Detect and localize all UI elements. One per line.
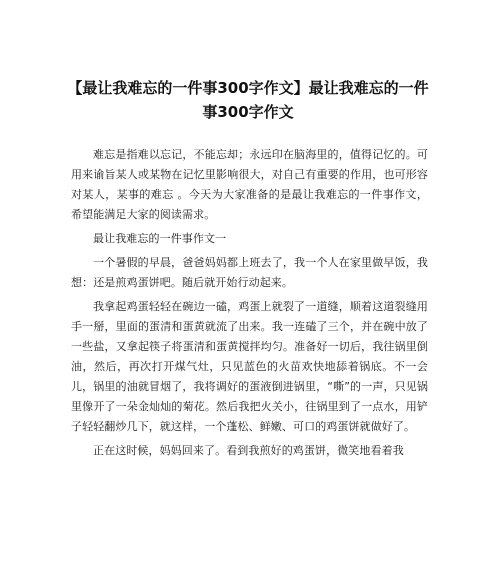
intro-paragraph: 难忘是指难以忘记，不能忘却；永远印在脑海里的，值得记忆的。可用来谕旨某人或某物在记忆里影响很大，对自己有重要的作用，也可形容对某人，某事的难忘 。今天为大家准备的是最让我难忘的一件事作文，希望能满足大家的阅读需求。 xyxy=(71,148,428,221)
body-paragraph: 一个暑假的早晨，爸爸妈妈都上班去了，我一个人在家里做早饭，我想：还是煎鸡蛋饼吧。随后就开始行动起来。 xyxy=(71,256,428,289)
section-heading: 最让我难忘的一件事作文一 xyxy=(93,232,227,245)
body-paragraph: 我拿起鸡蛋轻轻在碗边一磕，鸡蛋上就裂了一道缝，顺着这道裂缝用手一掰，里面的蛋清和蛋黄就流了出来。我一连磕了三个，并在碗中放了一些盐，又拿起筷子将蛋清和蛋黄搅拌均匀。准备好一切后，我往锅里倒油，然后，再次打开煤气灶，只见蓝色的火苗欢快地舔着锅底。不一会儿，锅里的油就冒烟了，我将调好的蛋液倒进锅里，“嘶”的一声，只见锅里像开了一朵金灿灿的菊花。然后我把火关小，往锅里到了一点水，用铲子轻轻翻炒几下，就这样，一个蓬松、鲜嫩、可口的鸡蛋饼就做好了。 xyxy=(71,300,428,433)
document-title: 【最让我难忘的一件事300字作文】最让我难忘的一件事300字作文 xyxy=(67,79,429,121)
document-body xyxy=(71,145,428,465)
body-paragraph: 正在这时候，妈妈回来了。看到我煎好的鸡蛋饼，微笑地看着我 xyxy=(93,444,404,457)
